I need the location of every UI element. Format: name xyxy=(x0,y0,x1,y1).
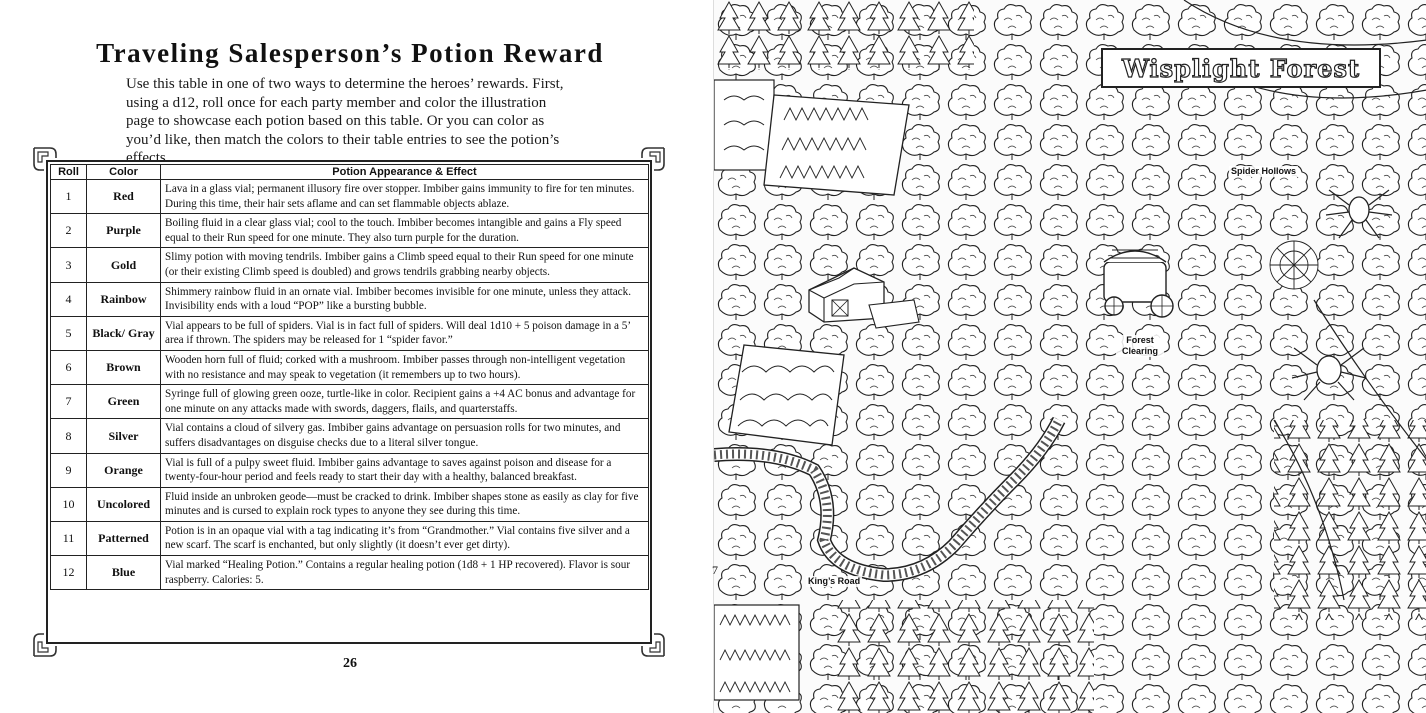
roll-cell: 7 xyxy=(51,385,87,419)
field-plot xyxy=(714,80,774,170)
header-color: Color xyxy=(87,165,161,180)
map-title: Wisplight Forest xyxy=(1121,53,1361,83)
table-row xyxy=(51,419,649,453)
table-row xyxy=(51,453,649,487)
effect-cell: Wooden horn full of fluid; corked with a mushroom. Imbiber passes through non-intelligent vegetation with no resistance and may speak to vegetation (it remembers up to two hours). xyxy=(161,350,649,384)
field-plot xyxy=(729,345,844,445)
table-row xyxy=(51,487,649,521)
page-number: 26 xyxy=(343,656,357,671)
ornament-corner-icon xyxy=(638,144,668,174)
ornament-corner-icon xyxy=(30,144,60,174)
table-row xyxy=(51,316,649,350)
map-illustration xyxy=(713,0,1426,713)
effect-cell: Fluid inside an unbroken geode—must be cracked to drink. Imbiber shapes stone as easily as clay for five minutes and is cursed to explain rock types to anyone they see during this time. xyxy=(161,487,649,521)
label-kings-road: King’s Road xyxy=(808,576,861,586)
table-row xyxy=(51,282,649,316)
roll-cell: 2 xyxy=(51,214,87,248)
color-cell: Red xyxy=(87,180,161,214)
table-row xyxy=(51,385,649,419)
table-row xyxy=(51,521,649,555)
table-row xyxy=(51,248,649,282)
edge-page-number: 7 xyxy=(712,563,718,577)
roll-cell: 3 xyxy=(51,248,87,282)
table-row xyxy=(51,350,649,384)
effect-cell: Vial appears to be full of spiders. Vial is in fact full of spiders. Will deal 1d10 + 5 poison damage in a 5’ area if thrown. The spiders may be released for 1 “spider favor.” xyxy=(161,316,649,350)
color-cell: Purple xyxy=(87,214,161,248)
effect-cell: Shimmery rainbow fluid in an ornate vial. Imbiber becomes invisible for one minute, unless they attack. Invisibility ends with a loud “POP” like a bursting bubble. xyxy=(161,282,649,316)
color-cell: Gold xyxy=(87,248,161,282)
roll-cell: 1 xyxy=(51,180,87,214)
effect-cell: Boiling fluid in a clear glass vial; cool to the touch. Imbiber becomes intangible and gains a Fly speed equal to their Run speed for one minute. They also turn purple for the duration. xyxy=(161,214,649,248)
roll-cell: 5 xyxy=(51,316,87,350)
roll-cell: 10 xyxy=(51,487,87,521)
label-forest-clearing: Forest Clearing xyxy=(1116,335,1164,357)
color-cell: Silver xyxy=(87,419,161,453)
field-plot xyxy=(714,605,799,700)
effect-cell: Syringe full of glowing green ooze, turtle-like in color. Recipient gains a +4 AC bonus and advantage for one minute on any attacks made with swords, daggers, flails, and quarterstaffs. xyxy=(161,385,649,419)
color-cell: Green xyxy=(87,385,161,419)
potion-table xyxy=(50,164,649,590)
roll-cell: 12 xyxy=(51,556,87,590)
color-cell: Patterned xyxy=(87,521,161,555)
map-title-banner xyxy=(1101,48,1381,88)
label-spider-hollows: Spider Hollows xyxy=(1231,166,1297,176)
roll-cell: 6 xyxy=(51,350,87,384)
color-cell: Black/ Gray xyxy=(87,316,161,350)
spider-web-icon xyxy=(1270,241,1318,289)
effect-cell: Vial is full of a pulpy sweet fluid. Imbiber gains advantage to saves against poison and disease for a twenty-four-hour period and feels ready to start their day with a healthy, balanced breakfast. xyxy=(161,453,649,487)
effect-cell: Slimy potion with moving tendrils. Imbiber gains a Climb speed equal to their Run speed for one minute (or their existing Climb speed is doubled) and grows tendrils grabbing nearby objects. xyxy=(161,248,649,282)
forest-map-drawing xyxy=(714,0,1426,713)
color-cell: Orange xyxy=(87,453,161,487)
effect-cell: Vial marked “Healing Potion.” Contains a regular healing potion (1d8 + 1 HP recovered). Flavor is sour raspberry. Calories: 5. xyxy=(161,556,649,590)
table-row xyxy=(51,180,649,214)
color-cell: Blue xyxy=(87,556,161,590)
roll-cell: 4 xyxy=(51,282,87,316)
field-plot xyxy=(764,95,909,195)
header-effect: Potion Appearance & Effect xyxy=(161,165,649,180)
effect-cell: Vial contains a cloud of silvery gas. Imbiber gains advantage on persuasion rolls for two minutes, and suffers disadvantages on disguise checks due to a literal silver tongue. xyxy=(161,419,649,453)
effect-cell: Lava in a glass vial; permanent illusory fire over stopper. Imbiber gains immunity to fire for ten minutes. During this time, their hair sets aflame and can set flammable objects ablaze. xyxy=(161,180,649,214)
roll-cell: 8 xyxy=(51,419,87,453)
page-title: Traveling Salesperson’s Potion Reward xyxy=(96,38,604,68)
color-cell: Uncolored xyxy=(87,487,161,521)
intro-paragraph: Use this table in one of two ways to determine the heroes’ rewards. First, using a d12, roll once for each party member and color the illustration page to showcase each potion based on this table. Or you can color as you’d like, then match the colors to their table entries to see the potion’s effects. xyxy=(126,76,564,166)
table-row xyxy=(51,214,649,248)
roll-cell: 9 xyxy=(51,453,87,487)
color-cell: Rainbow xyxy=(87,282,161,316)
table-row xyxy=(51,556,649,590)
effect-cell: Potion is in an opaque vial with a tag indicating it’s from “Grandmother.” Vial contains five silver and a new scarf. The scarf is enchanted, but only slightly (it doesn’t ever get dirty). xyxy=(161,521,649,555)
header-roll: Roll xyxy=(51,165,87,180)
roll-cell: 11 xyxy=(51,521,87,555)
color-cell: Brown xyxy=(87,350,161,384)
table-header-row xyxy=(51,165,649,180)
